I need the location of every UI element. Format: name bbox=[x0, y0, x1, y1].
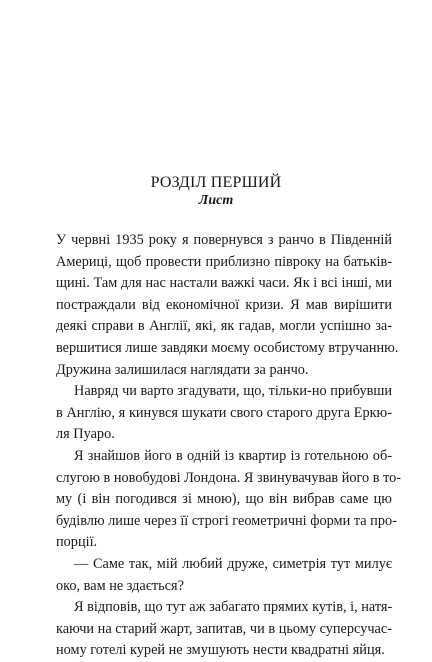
text-line: вершитися лише завдяки моєму особистому втручанню. bbox=[56, 339, 399, 356]
text-line: му (і він погодився зі мною), що він вибрав саме цю bbox=[56, 491, 392, 508]
text-line: слугою в новобудові Лондона. Я звинувачував його в то- bbox=[56, 469, 402, 486]
text-line: Дружина залишилася наглядати за ранчо. bbox=[56, 361, 309, 378]
text-line: Я відповів, що тут аж забагато прямих кутів, і, натя- bbox=[74, 599, 393, 616]
text-line: Навряд чи варто згадувати, що, тільки-но прибувши bbox=[74, 383, 392, 400]
paragraph bbox=[56, 446, 402, 554]
text-line: щині. Там для нас настали важкі часи. Як і всі інші, ми bbox=[56, 275, 392, 292]
text-line: порції. bbox=[56, 534, 98, 551]
paragraph bbox=[56, 230, 399, 381]
text-line: Я знайшов його в одній із квартир із готельною об- bbox=[74, 447, 392, 464]
paragraph bbox=[56, 381, 392, 446]
text-line: око, вам не здається? bbox=[56, 577, 184, 594]
text-line: Америці, щоб провести приблизно півроку на батьків- bbox=[56, 253, 392, 270]
text-line: постраждали від економічної кризи. Я мав вирішити bbox=[56, 296, 392, 313]
chapter-title: РОЗДІЛ ПЕРШИЙ bbox=[150, 174, 282, 191]
chapter-subtitle: Лист bbox=[198, 193, 234, 208]
text-line: каючи на старий жарт, запитав, чи в цьому суперсучас- bbox=[56, 620, 392, 637]
paragraph bbox=[56, 597, 392, 662]
text-line: будівлю лише через її строгі геометричні форми та про- bbox=[56, 512, 397, 529]
text-line: — Саме так, мій любий друже, симетрія тут милує bbox=[74, 555, 392, 572]
text-line: ному готелі курей не змушують нести квадратні яйця. bbox=[56, 642, 385, 659]
text-line: в Англію, я кинувся шукати свого старого друга Еркю- bbox=[56, 404, 392, 421]
body-text bbox=[56, 230, 402, 662]
paragraph bbox=[56, 554, 392, 597]
text-line: У червні 1935 року я повернувся з ранчо в Південній bbox=[56, 232, 392, 248]
text-line: ля Пуаро. bbox=[56, 426, 115, 443]
text-line: деякі справи в Англії, які, як гадав, могли успішно за- bbox=[56, 318, 392, 335]
